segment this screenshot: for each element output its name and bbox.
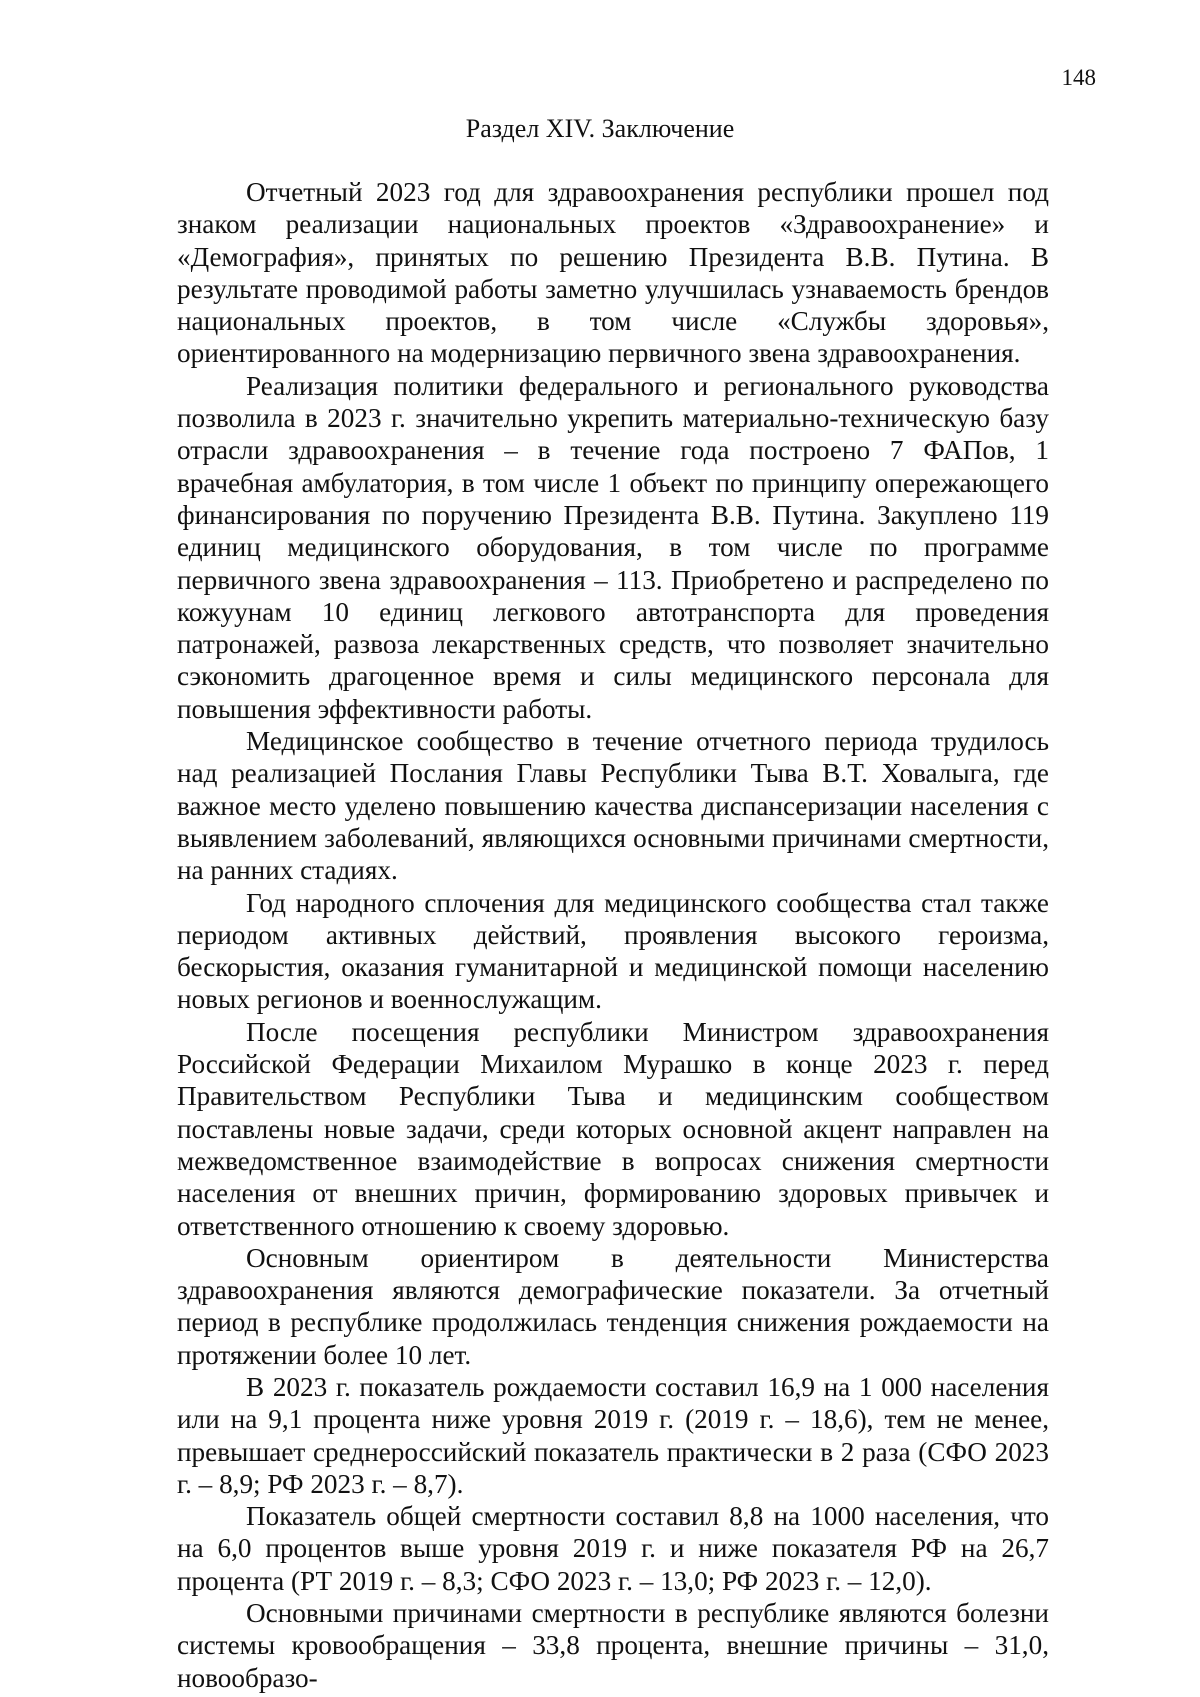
paragraph: Отчетный 2023 год для здравоохранения республики прошел под знаком реализации национальных проектов «Здравоохранение» и «Демография», принятых по решению Президента В.В. Путина. В результате проводимой работы заметно улучшилась узнаваемость брендов национальных проектов, в том числе «Службы здоровья», ориентированного на модернизацию первичного звена здравоохранения. [177,177,1049,369]
paragraph: Год народного сплочения для медицинского сообщества стал также периодом активных действий, проявления высокого героизма, бескорыстия, оказания гуманитарной и медицинской помощи населению новых регионов и военнослужащим. [177,887,1049,1015]
paragraph: Реализация политики федерального и регионального руководства позволила в 2023 г. значительно укрепить материально-техническую базу отрасли здравоохранения – в течение года построено 7 ФАПов, 1 врачебная амбулатория, в том числе 1 объект по принципу опережающего финансирования по поручению Президента В.В. Путина. Закуплено 119 единиц медицинского оборудования, в том числе по программе первичного звена здравоохранения – 113. Приобретено и распределено по кожуунам 10 единиц легкового автотранспорта для проведения патронажей, развоза лекарственных средств, что позволяет значительно сэкономить драгоценное время и силы медицинского персонала для повышения эффективности работы. [177,370,1049,724]
paragraph: Показатель общей смертности составил 8,8 на 1000 населения, что на 6,0 процентов выше уровня 2019 г. и ниже показателя РФ на 26,7 процента (РТ 2019 г. – 8,3; СФО 2023 г. – 13,0; РФ 2023 г. – 12,0). [177,1501,1049,1596]
page-number: 148 [1061,65,1096,90]
paragraph: Медицинское сообщество в течение отчетного периода трудилось над реализацией Послания Главы Республики Тыва В.Т. Ховалыга, где важное место уделено повышению качества диспансеризации населения с выявлением заболеваний, являющихся основными причинами смертности, на ранних стадиях. [177,726,1049,886]
section-title: Раздел XIV. Заключение [465,114,735,143]
paragraph: Основными причинами смертности в республике являются болезни системы кровообращения – 33,8 процента, внешние причины – 31,0, новообразо- [177,1598,1049,1693]
body-text [177,176,1049,1694]
paragraph: После посещения республики Министром здравоохранения Российской Федерации Михаилом Мурашко в конце 2023 г. перед Правительством Республики Тыва и медицинским сообществом поставлены новые задачи, среди которых основной акцент направлен на межведомственное взаимодействие в вопросах снижения смертности населения от внешних причин, формированию здоровых привычек и ответственного отношению к своему здоровью. [177,1016,1049,1241]
paragraph: Основным ориентиром в деятельности Министерства здравоохранения являются демографические показатели. За отчетный период в республике продолжилась тенденция снижения рождаемости на протяжении более 10 лет. [177,1242,1049,1370]
paragraph: В 2023 г. показатель рождаемости составил 16,9 на 1 000 населения или на 9,1 процента ниже уровня 2019 г. (2019 г. – 18,6), тем не менее, превышает среднероссийский показатель практически в 2 раза (СФО 2023 г. – 8,9; РФ 2023 г. – 8,7). [177,1371,1049,1499]
